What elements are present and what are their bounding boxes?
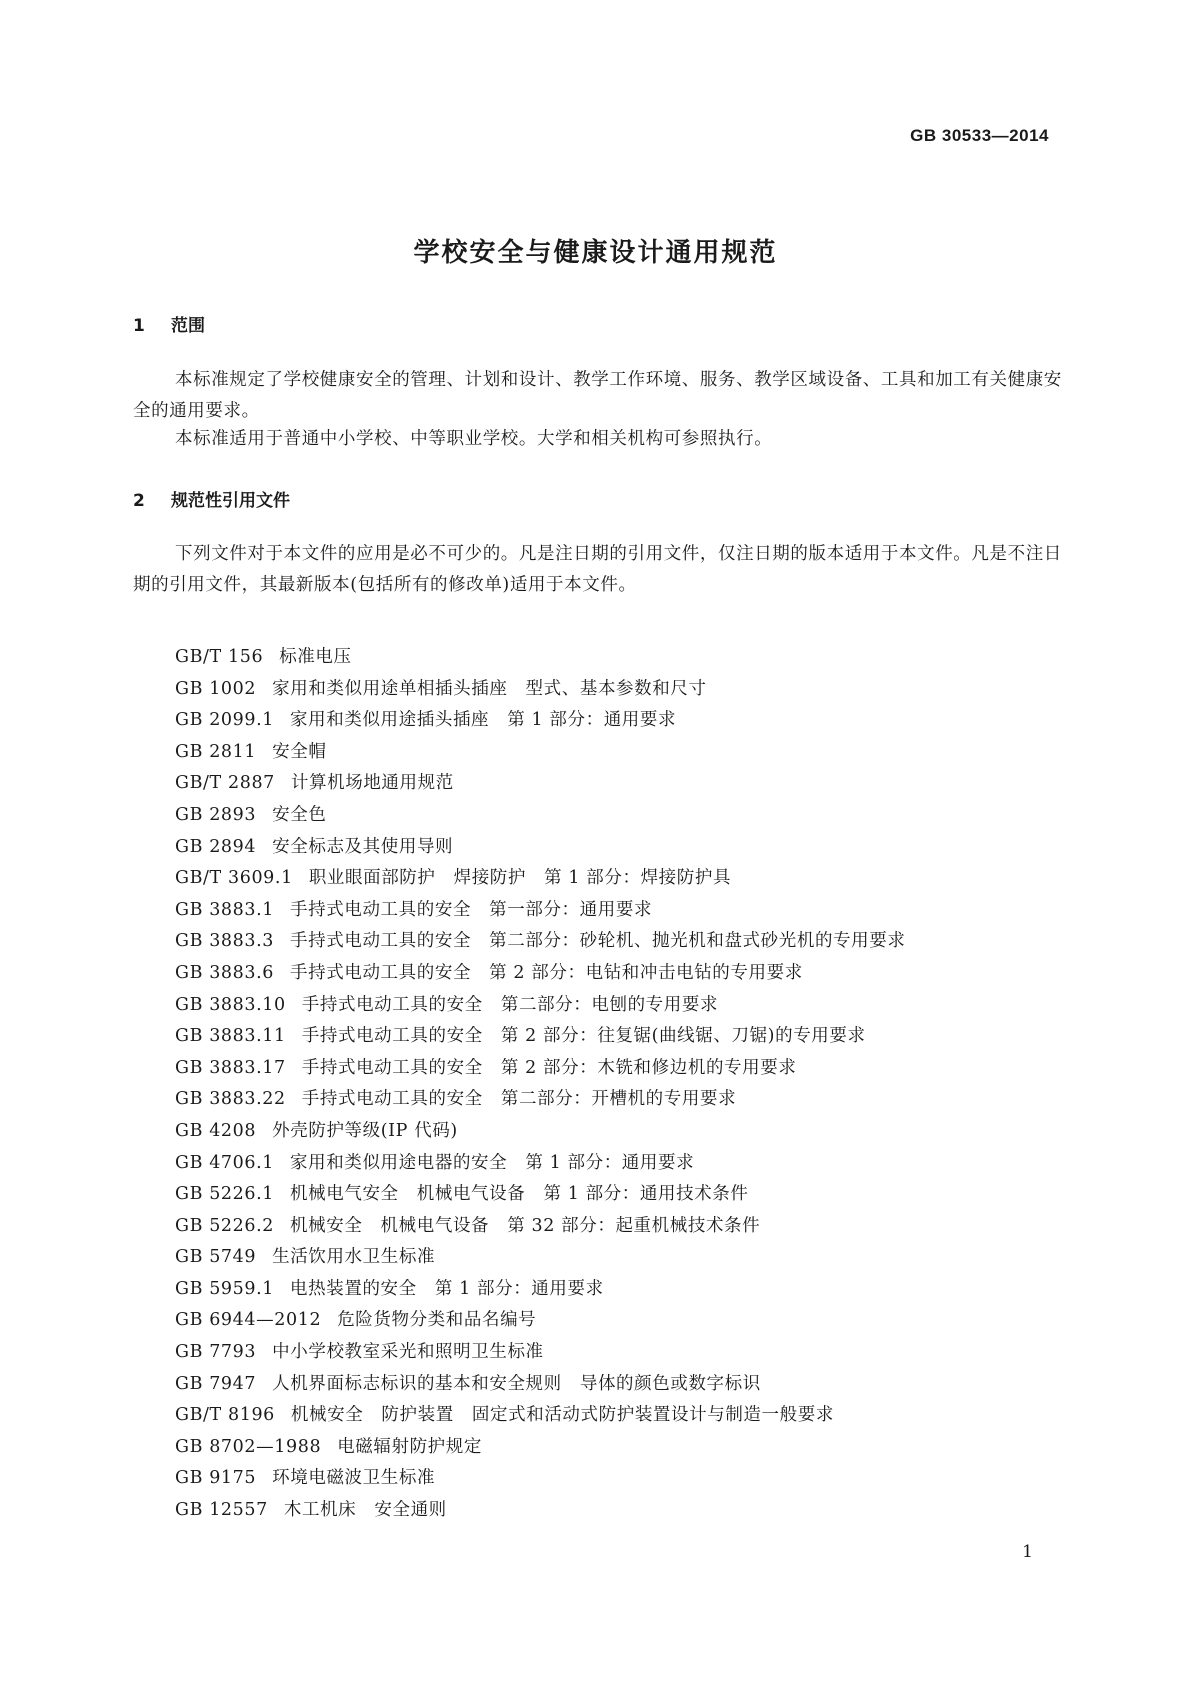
reference-code: GB 5749 <box>175 1247 257 1268</box>
reference-item <box>175 958 905 990</box>
section-title: 范围 <box>171 316 205 336</box>
reference-list <box>175 642 905 1527</box>
reference-item <box>175 1084 905 1116</box>
reference-title: 家用和类似用途插头插座 第 1 部分：通用要求 <box>290 710 677 731</box>
reference-title: 危险货物分类和品名编号 <box>337 1310 537 1331</box>
reference-title: 手持式电动工具的安全 第二部分：电刨的专用要求 <box>301 994 719 1015</box>
reference-code: GB 2893 <box>175 804 257 825</box>
reference-code: GB 9175 <box>175 1468 257 1489</box>
reference-item <box>175 990 905 1022</box>
reference-item <box>175 926 905 958</box>
reference-item <box>175 1463 905 1495</box>
reference-code: GB 5226.1 <box>175 1184 275 1205</box>
reference-code: GB 3883.3 <box>175 931 275 952</box>
page-number: 1 <box>1022 1542 1033 1562</box>
reference-title: 电热装置的安全 第 1 部分：通用要求 <box>290 1278 604 1299</box>
reference-item <box>175 1053 905 1085</box>
reference-item <box>175 705 905 737</box>
reference-title: 手持式电动工具的安全 第 2 部分：往复锯(曲线锯、刀锯)的专用要求 <box>301 1026 866 1047</box>
standard-code: GB 30533—2014 <box>910 126 1049 145</box>
reference-code: GB/T 156 <box>175 647 264 667</box>
reference-item <box>175 1242 905 1274</box>
reference-code: GB 5226.2 <box>175 1215 275 1236</box>
reference-item <box>175 1337 905 1369</box>
reference-item <box>175 1369 905 1401</box>
section-title: 规范性引用文件 <box>171 491 290 511</box>
section-heading-normative-references <box>133 486 290 511</box>
reference-code: GB 7947 <box>175 1373 257 1394</box>
reference-title: 安全色 <box>272 804 327 825</box>
reference-title: 环境电磁波卫生标准 <box>272 1468 436 1489</box>
reference-item <box>175 1274 905 1306</box>
reference-item <box>175 1305 905 1337</box>
reference-item <box>175 1400 905 1432</box>
reference-code: GB 1002 <box>175 678 257 699</box>
document-title: 学校安全与健康设计通用规范 <box>413 238 778 268</box>
reference-code: GB 7793 <box>175 1342 257 1363</box>
reference-code: GB 2894 <box>175 836 257 857</box>
reference-title: 标准电压 <box>279 647 352 667</box>
reference-item <box>175 1148 905 1180</box>
reference-title: 手持式电动工具的安全 第二部分：砂轮机、抛光机和盘式砂光机的专用要求 <box>290 931 906 952</box>
reference-item <box>175 768 905 800</box>
reference-item <box>175 1432 905 1464</box>
reference-code: GB 3883.1 <box>175 899 275 920</box>
reference-title: 手持式电动工具的安全 第一部分：通用要求 <box>290 899 653 920</box>
scope-paragraph-1: 本标准规定了学校健康安全的管理、计划和设计、教学工作环境、服务、教学区域设备、工具和加工有关健康安全的通用要求。 <box>133 370 1062 421</box>
reference-code: GB/T 2887 <box>175 773 275 794</box>
reference-title: 手持式电动工具的安全 第 2 部分：电钻和冲击电钻的专用要求 <box>290 962 803 983</box>
reference-code: GB 5959.1 <box>175 1278 275 1299</box>
reference-title: 家用和类似用途电器的安全 第 1 部分：通用要求 <box>290 1152 695 1173</box>
reference-item <box>175 863 905 895</box>
reference-title: 机械安全 机械电气设备 第 32 部分：起重机械技术条件 <box>290 1215 761 1236</box>
reference-title: 家用和类似用途单相插头插座 型式、基本参数和尺寸 <box>272 678 707 699</box>
reference-code: GB 2099.1 <box>175 710 275 731</box>
reference-code: GB 4208 <box>175 1120 257 1141</box>
reference-code: GB 3883.10 <box>175 994 286 1015</box>
reference-code: GB 3883.11 <box>175 1026 286 1047</box>
reference-item <box>175 642 905 674</box>
references-intro-paragraph: 下列文件对于本文件的应用是必不可少的。凡是注日期的引用文件，仅注日期的版本适用于本文件。凡是不注日期的引用文件，其最新版本(包括所有的修改单)适用于本文件。 <box>133 544 1062 595</box>
reference-item <box>175 1021 905 1053</box>
reference-item <box>175 1116 905 1148</box>
reference-code: GB 3883.17 <box>175 1057 286 1078</box>
reference-title: 电磁辐射防护规定 <box>337 1436 482 1457</box>
reference-item <box>175 895 905 927</box>
reference-title: 安全帽 <box>272 741 327 762</box>
reference-title: 手持式电动工具的安全 第二部分：开槽机的专用要求 <box>301 1089 737 1110</box>
reference-title: 生活饮用水卫生标准 <box>272 1247 436 1268</box>
section-number: 1 <box>133 316 145 336</box>
reference-code: GB 8702—1988 <box>175 1436 322 1457</box>
reference-title: 木工机床 安全通则 <box>283 1500 447 1521</box>
reference-title: 手持式电动工具的安全 第 2 部分：木铣和修边机的专用要求 <box>301 1057 797 1078</box>
reference-title: 中小学校教室采光和照明卫生标准 <box>272 1342 544 1363</box>
reference-code: GB 12557 <box>175 1500 268 1521</box>
reference-code: GB 2811 <box>175 741 257 762</box>
reference-title: 机械电气安全 机械电气设备 第 1 部分：通用技术条件 <box>290 1184 749 1205</box>
reference-title: 人机界面标志标识的基本和安全规则 导体的颜色或数字标识 <box>272 1373 761 1394</box>
reference-item <box>175 674 905 706</box>
reference-item <box>175 1211 905 1243</box>
reference-item <box>175 832 905 864</box>
reference-code: GB/T 3609.1 <box>175 868 293 889</box>
section-number: 2 <box>133 491 145 511</box>
reference-code: GB/T 8196 <box>175 1405 275 1426</box>
reference-item <box>175 1179 905 1211</box>
reference-code: GB 6944—2012 <box>175 1310 322 1331</box>
reference-title: 安全标志及其使用导则 <box>272 836 454 857</box>
reference-code: GB 3883.6 <box>175 962 275 983</box>
reference-title: 计算机场地通用规范 <box>290 773 454 794</box>
reference-title: 机械安全 防护装置 固定式和活动式防护装置设计与制造一般要求 <box>290 1405 834 1426</box>
reference-item <box>175 1495 905 1527</box>
reference-title: 职业眼面部防护 焊接防护 第 1 部分：焊接防护具 <box>308 868 732 889</box>
reference-item <box>175 737 905 769</box>
section-heading-scope <box>133 311 205 336</box>
reference-item <box>175 800 905 832</box>
scope-paragraph-2: 本标准适用于普通中小学校、中等职业学校。大学和相关机构可参照执行。 <box>175 429 773 449</box>
reference-title: 外壳防护等级(IP 代码) <box>272 1120 458 1141</box>
reference-code: GB 3883.22 <box>175 1089 286 1110</box>
reference-code: GB 4706.1 <box>175 1152 275 1173</box>
